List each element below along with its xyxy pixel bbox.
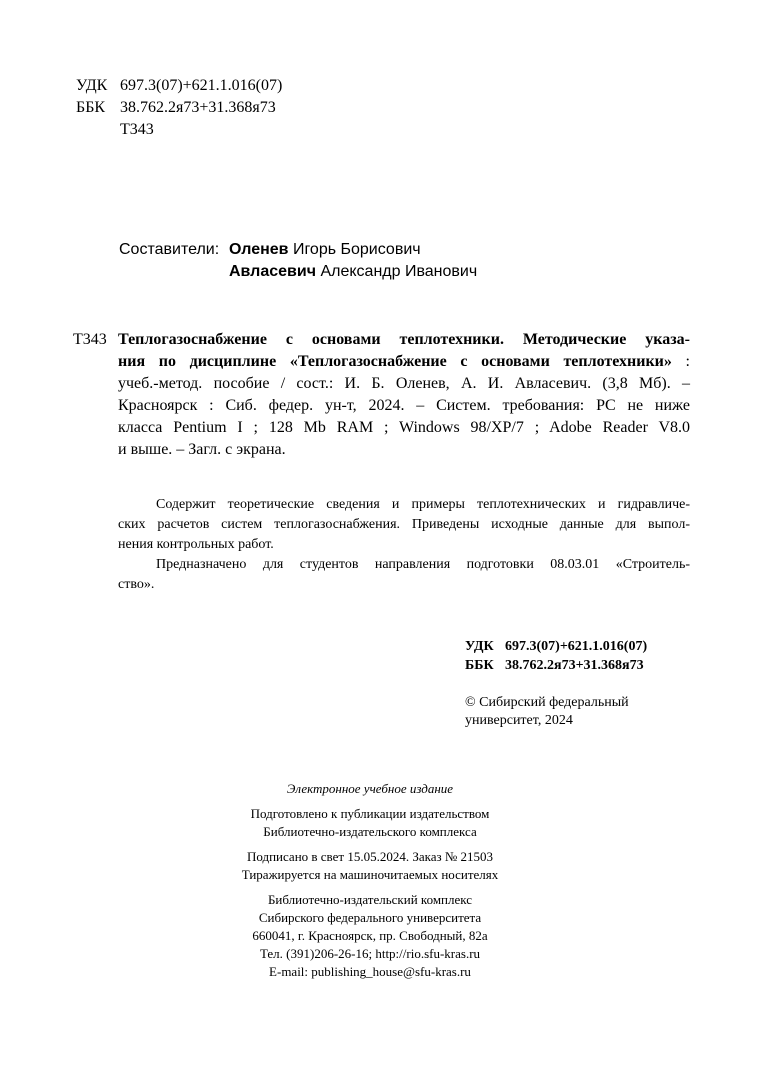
codes-bbk-label: ББК	[465, 658, 494, 673]
copyright-line-1: © Сибирский федеральный	[465, 695, 629, 710]
publisher-line-1: Библиотечно-издательский комплекс	[267, 892, 473, 907]
record-line-5: класса Pentium I ; 128 Mb RAM ; Windows 98/XP/7 ; Adobe Reader V8.0	[118, 419, 690, 436]
record-line-3: учеб.-метод. пособие / сост.: И. Б. Оленев, А. И. Авласевич. (3,8 Мб). –	[118, 375, 690, 392]
record-line-4: Красноярск : Сиб. федер. ун-т, 2024. – Систем. требования: PC не ниже	[118, 397, 690, 414]
header-udk-line	[76, 75, 282, 97]
codes-udk-label: УДК	[465, 639, 494, 654]
annotation-p1-line-1: Содержит теоретические сведения и примеры теплотехнических и гидравличе-	[156, 497, 690, 512]
imprint	[200, 780, 540, 981]
record-title-line-2-suffix: :	[671, 353, 690, 370]
compilers-line-2	[229, 261, 477, 283]
record-title-line-2-text: ния по дисциплине «Теплогазоснабжение с основами теплотехники»	[118, 353, 672, 370]
codes-udk-value: 697.3(07)+621.1.016(07)	[505, 639, 648, 654]
copyright-line-2: университет, 2024	[465, 713, 573, 728]
record-mark: Т343	[73, 331, 107, 348]
signed-line-2: Тиражируется на машиночитаемых носителях	[241, 867, 499, 882]
header-bbk-value: 38.762.2я73+31.368я73	[120, 99, 276, 116]
publisher-line-4: Тел. (391)206-26-16; http://rio.sfu-kras.ru	[259, 946, 481, 961]
header-bbk-label: ББК	[76, 99, 106, 116]
compiler-1-name: Игорь Борисович	[292, 241, 421, 258]
codes-bbk-value: 38.762.2я73+31.368я73	[505, 658, 644, 673]
codes-udk-line	[465, 637, 647, 657]
record-title-line-1: Теплогазоснабжение с основами теплотехники. Методические указа-	[118, 331, 690, 348]
publisher-line-3: 660041, г. Красноярск, пр. Свободный, 82а	[252, 928, 488, 943]
annotation	[118, 495, 690, 595]
edition-type: Электронное учебное издание	[286, 781, 454, 796]
compiler-1-surname: Оленев	[229, 241, 289, 258]
compiler-2-name: Александр Иванович	[320, 263, 478, 280]
header-author-mark: Т343	[120, 121, 154, 138]
publisher-line-2: Сибирского федерального университета	[258, 910, 482, 925]
prepared-line-1: Подготовлено к публикации издательством	[250, 806, 490, 821]
codes-bbk-line	[465, 656, 644, 676]
compilers-label: Составители:	[119, 241, 220, 258]
annotation-p1-line-2: ских расчетов систем теплогазоснабжения. Приведены исходные данные для выпол-	[118, 517, 690, 532]
prepared-line-2: Библиотечно-издательского комплекса	[263, 824, 477, 839]
record-title-line-2	[118, 351, 690, 373]
publisher-line-5: E-mail: publishing_house@sfu-kras.ru	[269, 964, 471, 979]
bibliographic-record	[118, 329, 690, 461]
compiler-2-surname: Авласевич	[229, 263, 316, 280]
annotation-p2-line-2: ство».	[118, 577, 155, 592]
record-line-6: и выше. – Загл. с экрана.	[118, 441, 286, 458]
signed-line-1: Подписано в свет 15.05.2024. Заказ № 21503	[246, 849, 494, 864]
header-udk-value: 697.3(07)+621.1.016(07)	[120, 77, 283, 94]
annotation-p1-line-3: нения контрольных работ.	[118, 537, 274, 552]
compilers-line-1	[119, 239, 421, 261]
header-udk-label: УДК	[76, 77, 108, 94]
annotation-p2-line-1: Предназначено для студентов направления подготовки 08.03.01 «Строитель-	[156, 557, 690, 572]
header-bbk-line	[76, 97, 276, 119]
